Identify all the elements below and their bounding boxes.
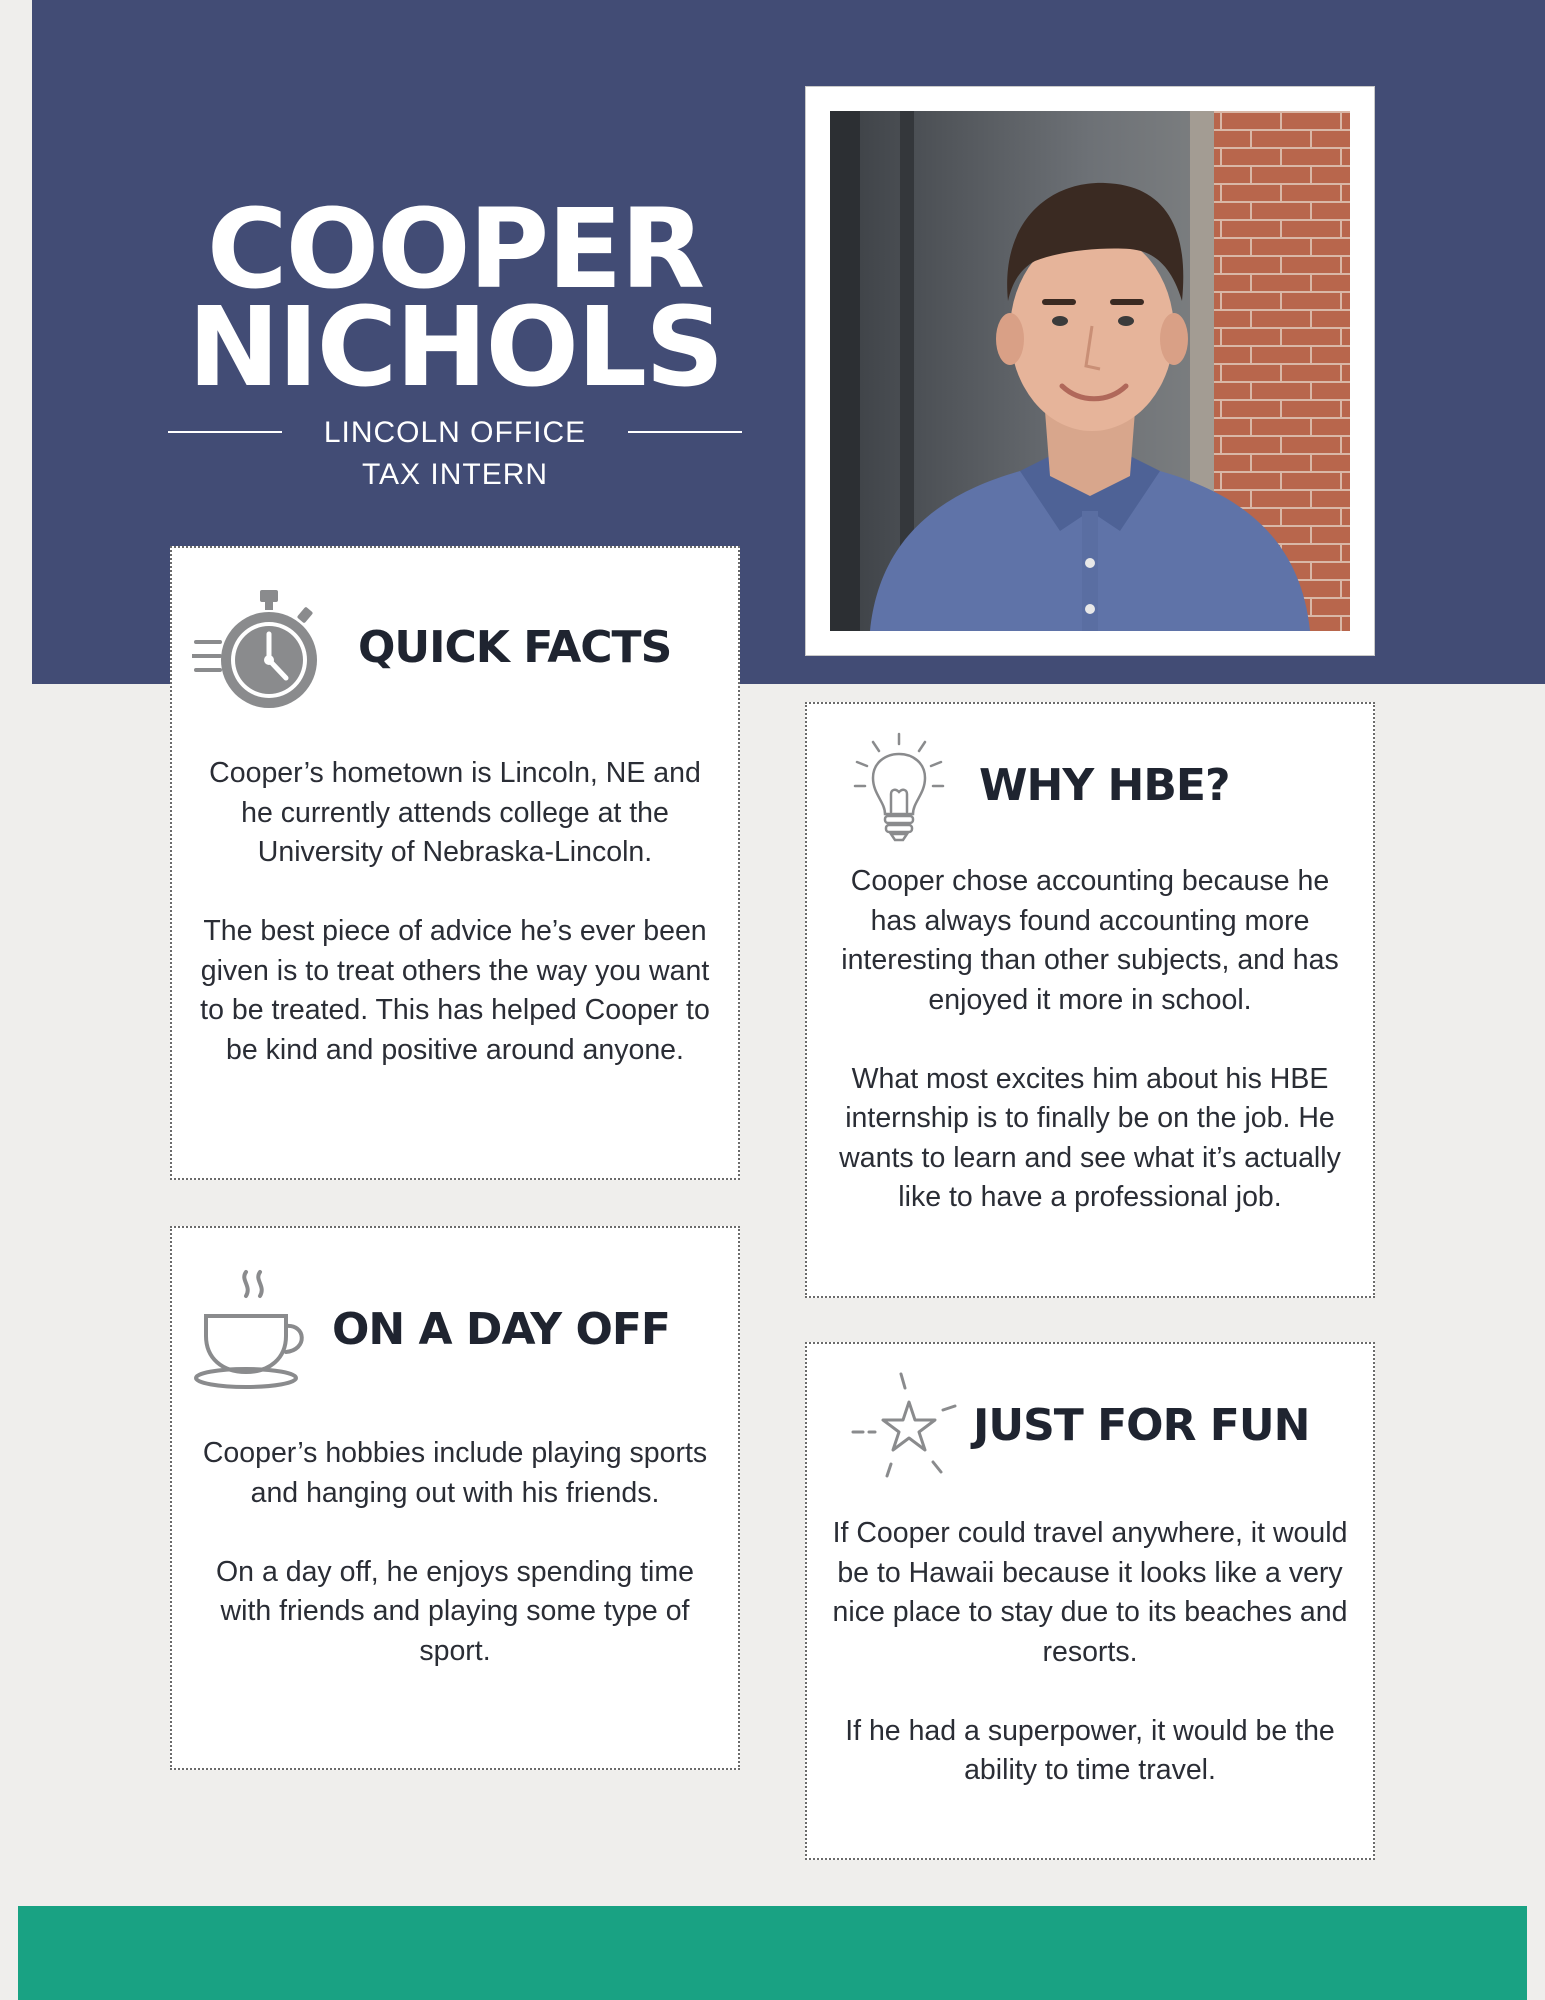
day-off-title: ON A DAY OFF (332, 1304, 670, 1355)
quick-facts-paragraph-1: Cooper’s hometown is Lincoln, NE and he currently attends college at the University of Nebraska-Lincoln. (209, 757, 701, 868)
just-for-fun-paragraph-2: If he had a superpower, it would be the ability to time travel. (845, 1714, 1335, 1786)
stopwatch-icon (192, 588, 322, 718)
day-off-card (170, 1226, 740, 1770)
quick-facts-title: QUICK FACTS (358, 622, 672, 673)
subtitle-row (168, 412, 742, 492)
day-off-paragraph-1: Cooper’s hobbies include playing sports and hanging out with his friends. (202, 1437, 708, 1509)
last-name: NICHOLS (187, 283, 723, 411)
quick-facts-card (170, 546, 740, 1180)
quick-facts-body (192, 754, 718, 1070)
why-hbe-card (805, 702, 1375, 1298)
footer-band (18, 1906, 1527, 2000)
portrait-image (830, 111, 1350, 631)
subtitle-rule-right (628, 431, 742, 433)
quick-facts-paragraph-2: The best piece of advice he’s ever been given is to treat others the way you want to be treated. This has helped Cooper to be kind and positive around anyone. (200, 915, 710, 1066)
role-label: TAX INTERN (361, 458, 549, 491)
lightbulb-icon (851, 732, 947, 844)
profile-photo (805, 86, 1375, 656)
why-hbe-paragraph-2: What most excites him about his HBE internship is to finally be on the job. He wants to learn and see what it’s actually like to have a professional job. (839, 1062, 1341, 1213)
day-off-paragraph-2: On a day off, he enjoys spending time with friends and playing some type of sport. (216, 1555, 694, 1667)
why-hbe-paragraph-1: Cooper chose accounting because he has always found accounting more interesting than other subjects, and has enjoyed it more in school. (841, 865, 1339, 1016)
just-for-fun-card (805, 1342, 1375, 1860)
just-for-fun-body (827, 1514, 1353, 1791)
just-for-fun-paragraph-1: If Cooper could travel anywhere, it would be to Hawaii because it looks like a very nice place to stay due to its beaches and resorts. (832, 1517, 1348, 1668)
name-block (170, 185, 740, 411)
first-name: COOPER (206, 185, 704, 313)
why-hbe-body (827, 862, 1353, 1218)
star-icon (851, 1372, 963, 1478)
just-for-fun-title: JUST FOR FUN (973, 1400, 1310, 1451)
why-hbe-title: WHY HBE? (979, 760, 1230, 811)
subtitle-rule-left (168, 431, 282, 433)
coffee-cup-icon (192, 1266, 312, 1390)
day-off-body (192, 1434, 718, 1671)
office-label: LINCOLN OFFICE (323, 416, 587, 449)
